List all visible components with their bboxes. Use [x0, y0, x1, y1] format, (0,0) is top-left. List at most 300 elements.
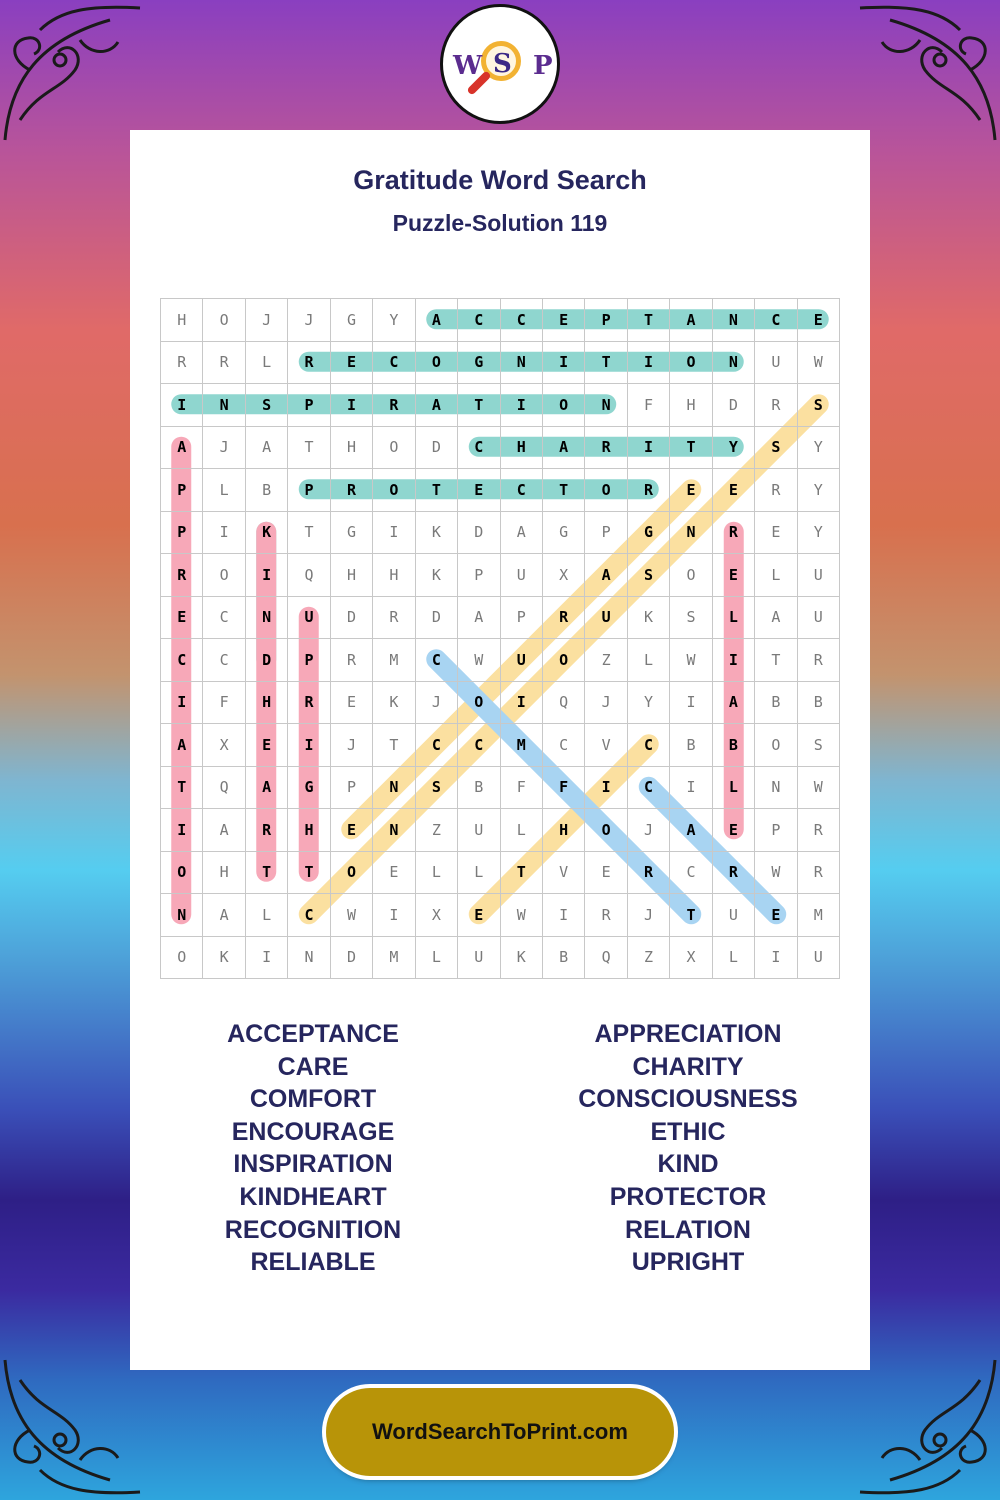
grid-cell[interactable]: H — [161, 299, 203, 342]
grid-cell[interactable]: N — [755, 766, 797, 809]
grid-cell[interactable]: I — [373, 511, 415, 554]
grid-cell[interactable]: Q — [542, 681, 584, 724]
grid-cell[interactable]: K — [415, 554, 457, 597]
grid-cell[interactable]: H — [500, 426, 542, 469]
grid-cell[interactable]: H — [330, 426, 372, 469]
grid-cell[interactable]: S — [670, 596, 712, 639]
grid-cell[interactable]: B — [542, 936, 584, 979]
grid-cell[interactable]: P — [330, 766, 372, 809]
grid-cell[interactable]: N — [585, 384, 627, 427]
word-list-item: CHARITY — [632, 1052, 744, 1081]
grid-cell[interactable]: C — [203, 639, 245, 682]
grid-cell[interactable]: I — [627, 426, 669, 469]
grid-cell[interactable]: N — [500, 341, 542, 384]
grid-cell[interactable]: L — [627, 639, 669, 682]
site-link-label: WordSearchToPrint.com — [372, 1419, 628, 1444]
grid-cell[interactable]: M — [373, 639, 415, 682]
grid-cell[interactable]: I — [585, 766, 627, 809]
grid-cell[interactable]: T — [288, 511, 330, 554]
grid-cell[interactable]: C — [755, 299, 797, 342]
grid-cell[interactable]: L — [458, 851, 500, 894]
grid-cell[interactable]: C — [373, 341, 415, 384]
grid-cell[interactable]: C — [627, 724, 669, 767]
grid-cell[interactable]: P — [585, 511, 627, 554]
grid-cell[interactable]: H — [670, 384, 712, 427]
grid-cell[interactable]: L — [245, 894, 287, 937]
grid-cell[interactable]: G — [330, 299, 372, 342]
grid-cell[interactable]: K — [203, 936, 245, 979]
grid-cell[interactable]: L — [203, 469, 245, 512]
grid-cell[interactable]: W — [458, 639, 500, 682]
word-list-item: KINDHEART — [239, 1182, 387, 1211]
grid-cell[interactable]: Z — [627, 936, 669, 979]
grid-cell[interactable]: R — [585, 426, 627, 469]
grid-cell[interactable]: T — [670, 894, 712, 937]
grid-cell[interactable]: T — [542, 469, 584, 512]
grid-cell[interactable]: N — [245, 596, 287, 639]
grid-cell[interactable]: G — [627, 511, 669, 554]
grid-cell[interactable]: P — [458, 554, 500, 597]
grid-cell[interactable]: N — [373, 766, 415, 809]
grid-cell[interactable]: Z — [415, 809, 457, 852]
word-list-item: INSPIRATION — [233, 1150, 393, 1179]
grid-cell[interactable]: W — [797, 766, 839, 809]
grid-cell[interactable]: A — [670, 299, 712, 342]
word-list-item: ACCEPTANCE — [227, 1020, 399, 1048]
grid-cell[interactable]: C — [458, 299, 500, 342]
grid-cell[interactable]: J — [415, 681, 457, 724]
grid-cell[interactable]: I — [245, 554, 287, 597]
grid-cell[interactable]: O — [585, 809, 627, 852]
grid-cell[interactable]: E — [373, 851, 415, 894]
grid-cell[interactable]: I — [542, 894, 584, 937]
word-list-item: RELATION — [625, 1215, 751, 1244]
grid-cell[interactable]: U — [585, 596, 627, 639]
grid-cell[interactable]: O — [373, 426, 415, 469]
grid-cell[interactable]: N — [161, 894, 203, 937]
grid-cell[interactable]: V — [585, 724, 627, 767]
word-list-item: ETHIC — [650, 1117, 726, 1146]
grid-cell[interactable]: L — [712, 596, 754, 639]
grid-cell[interactable]: S — [245, 384, 287, 427]
grid-cell[interactable]: R — [161, 554, 203, 597]
grid-cell[interactable]: I — [161, 809, 203, 852]
grid-row — [161, 299, 840, 342]
grid-cell[interactable]: R — [542, 596, 584, 639]
grid-cell[interactable]: F — [627, 384, 669, 427]
grid-cell[interactable]: F — [500, 766, 542, 809]
word-list-item: CONSCIOUSNESS — [578, 1085, 798, 1114]
grid-cell[interactable]: O — [415, 341, 457, 384]
grid-cell[interactable]: B — [712, 724, 754, 767]
grid-cell[interactable]: B — [245, 469, 287, 512]
grid-cell[interactable]: Y — [373, 299, 415, 342]
grid-cell[interactable]: B — [458, 766, 500, 809]
grid-cell[interactable]: R — [797, 639, 839, 682]
grid-cell[interactable]: H — [203, 851, 245, 894]
grid-cell[interactable]: U — [797, 596, 839, 639]
grid-cell[interactable]: C — [415, 639, 457, 682]
grid-cell[interactable]: I — [755, 936, 797, 979]
grid-cell[interactable]: V — [542, 851, 584, 894]
grid-row — [161, 469, 840, 512]
grid-row — [161, 936, 840, 979]
word-list-left — [163, 1018, 463, 1279]
word-list-right — [538, 1018, 838, 1279]
grid-cell[interactable]: K — [415, 511, 457, 554]
grid-cell[interactable]: I — [712, 639, 754, 682]
grid-cell[interactable]: O — [161, 851, 203, 894]
grid-cell[interactable]: O — [161, 936, 203, 979]
grid-cell[interactable]: R — [585, 894, 627, 937]
grid-cell[interactable]: D — [712, 384, 754, 427]
grid-cell[interactable]: E — [712, 554, 754, 597]
grid-cell[interactable]: C — [458, 724, 500, 767]
grid-cell[interactable]: Y — [627, 681, 669, 724]
grid-row — [161, 681, 840, 724]
grid-cell[interactable]: F — [542, 766, 584, 809]
grid-cell[interactable]: P — [288, 469, 330, 512]
grid-cell[interactable]: G — [458, 341, 500, 384]
grid-cell[interactable]: Q — [585, 936, 627, 979]
grid-row — [161, 554, 840, 597]
grid-cell[interactable]: J — [330, 724, 372, 767]
grid-cell[interactable]: I — [245, 936, 287, 979]
corner-ornament-icon — [850, 1350, 1000, 1500]
grid-cell[interactable]: L — [245, 341, 287, 384]
grid-cell[interactable]: I — [627, 341, 669, 384]
logo-letter-p: P — [533, 51, 553, 81]
grid-cell[interactable]: J — [627, 894, 669, 937]
grid-cell[interactable]: E — [712, 469, 754, 512]
grid-cell[interactable]: R — [245, 809, 287, 852]
grid-cell[interactable]: R — [203, 341, 245, 384]
grid-cell[interactable]: E — [797, 299, 839, 342]
grid-cell[interactable]: K — [373, 681, 415, 724]
grid-cell[interactable]: K — [500, 936, 542, 979]
grid-cell[interactable]: E — [755, 511, 797, 554]
grid-cell[interactable]: O — [203, 299, 245, 342]
grid-cell[interactable]: R — [627, 469, 669, 512]
grid-cell[interactable]: A — [670, 809, 712, 852]
grid-cell[interactable]: L — [712, 936, 754, 979]
grid-cell[interactable]: T — [373, 724, 415, 767]
grid-cell[interactable]: C — [542, 724, 584, 767]
word-list-item: KIND — [657, 1150, 719, 1179]
grid-cell[interactable]: U — [458, 809, 500, 852]
grid-cell[interactable]: A — [712, 681, 754, 724]
grid-cell[interactable]: A — [161, 724, 203, 767]
grid-cell[interactable]: C — [415, 724, 457, 767]
grid-cell[interactable]: Z — [585, 639, 627, 682]
grid-row — [161, 426, 840, 469]
grid-cell[interactable]: N — [373, 809, 415, 852]
grid-cell[interactable]: A — [245, 766, 287, 809]
grid-cell[interactable]: U — [797, 554, 839, 597]
grid-cell[interactable]: I — [203, 511, 245, 554]
grid-cell[interactable]: R — [373, 384, 415, 427]
grid-cell[interactable]: O — [203, 554, 245, 597]
corner-ornament-icon — [850, 0, 1000, 150]
grid-row — [161, 766, 840, 809]
grid-cell[interactable]: R — [755, 384, 797, 427]
grid-cell[interactable]: C — [161, 639, 203, 682]
grid-cell[interactable]: H — [245, 681, 287, 724]
grid-cell[interactable]: I — [373, 894, 415, 937]
grid-row — [161, 894, 840, 937]
word-list-item: ENCOURAGE — [231, 1117, 395, 1146]
grid-cell[interactable]: O — [458, 681, 500, 724]
grid-cell[interactable]: R — [797, 851, 839, 894]
grid-cell[interactable]: U — [458, 936, 500, 979]
grid-cell[interactable]: M — [373, 936, 415, 979]
grid-cell[interactable]: E — [458, 894, 500, 937]
corner-ornament-icon — [0, 1350, 150, 1500]
grid-cell[interactable]: P — [161, 511, 203, 554]
grid-cell[interactable]: I — [670, 681, 712, 724]
grid-cell[interactable]: A — [415, 384, 457, 427]
grid-cell[interactable]: P — [755, 809, 797, 852]
grid-cell[interactable]: E — [670, 469, 712, 512]
grid-cell[interactable]: S — [755, 426, 797, 469]
grid-cell[interactable]: Y — [797, 469, 839, 512]
grid-cell[interactable]: T — [245, 851, 287, 894]
word-list-item: PROTECTOR — [609, 1182, 767, 1211]
grid-cell[interactable]: A — [203, 809, 245, 852]
grid-cell[interactable]: C — [458, 426, 500, 469]
grid-cell[interactable]: H — [288, 809, 330, 852]
grid-cell[interactable]: S — [627, 554, 669, 597]
page-subtitle: Puzzle-Solution 119 — [392, 210, 608, 236]
grid-cell[interactable]: J — [288, 299, 330, 342]
grid-cell[interactable]: D — [245, 639, 287, 682]
grid-cell[interactable]: G — [330, 511, 372, 554]
grid-cell[interactable]: T — [161, 766, 203, 809]
logo-letter-w: W — [453, 51, 483, 81]
grid-cell[interactable]: E — [330, 681, 372, 724]
grid-cell[interactable]: R — [161, 341, 203, 384]
grid-cell[interactable]: O — [542, 384, 584, 427]
grid-row — [161, 724, 840, 767]
word-list-item: RELIABLE — [250, 1248, 376, 1277]
grid-row — [161, 851, 840, 894]
word-list-item: APPRECIATION — [594, 1020, 782, 1048]
grid-cell[interactable]: O — [670, 554, 712, 597]
grid-cell[interactable]: G — [288, 766, 330, 809]
grid-cell[interactable]: M — [797, 894, 839, 937]
grid-cell[interactable]: W — [330, 894, 372, 937]
grid-cell[interactable]: N — [712, 299, 754, 342]
grid-cell[interactable]: B — [670, 724, 712, 767]
grid-cell[interactable]: A — [542, 426, 584, 469]
grid-cell[interactable]: N — [670, 511, 712, 554]
grid-cell[interactable]: M — [500, 724, 542, 767]
grid-cell[interactable]: R — [288, 341, 330, 384]
grid-cell[interactable]: I — [330, 384, 372, 427]
grid-cell[interactable]: S — [415, 766, 457, 809]
grid-cell[interactable]: E — [458, 469, 500, 512]
grid-cell[interactable]: C — [203, 596, 245, 639]
grid-cell[interactable]: R — [712, 851, 754, 894]
grid-cell[interactable]: W — [797, 341, 839, 384]
grid-cell[interactable]: Y — [797, 426, 839, 469]
grid-cell[interactable]: A — [585, 554, 627, 597]
grid-cell[interactable]: T — [288, 851, 330, 894]
grid-cell[interactable]: O — [373, 469, 415, 512]
grid-row — [161, 596, 840, 639]
grid-cell[interactable]: D — [458, 511, 500, 554]
grid-cell[interactable]: R — [330, 639, 372, 682]
grid-cell[interactable]: P — [161, 469, 203, 512]
grid-cell[interactable]: P — [288, 384, 330, 427]
grid-cell[interactable]: L — [755, 554, 797, 597]
grid-cell[interactable]: X — [670, 936, 712, 979]
grid-cell[interactable]: T — [585, 341, 627, 384]
grid-cell[interactable]: U — [797, 936, 839, 979]
grid-cell[interactable]: T — [458, 384, 500, 427]
grid-cell[interactable]: W — [670, 639, 712, 682]
grid-cell[interactable]: X — [542, 554, 584, 597]
grid-cell[interactable]: I — [542, 341, 584, 384]
page-title: Gratitude Word Search — [353, 165, 647, 195]
grid-cell[interactable]: U — [288, 596, 330, 639]
grid-row — [161, 341, 840, 384]
grid-cell[interactable]: N — [203, 384, 245, 427]
grid-cell[interactable]: E — [330, 809, 372, 852]
grid-cell[interactable]: K — [627, 596, 669, 639]
grid-cell[interactable]: U — [712, 894, 754, 937]
grid-cell[interactable]: S — [797, 724, 839, 767]
grid-cell[interactable]: I — [670, 766, 712, 809]
grid-cell[interactable]: R — [373, 596, 415, 639]
grid-cell[interactable]: A — [500, 511, 542, 554]
grid-cell[interactable]: I — [500, 384, 542, 427]
word-list-item: RECOGNITION — [224, 1215, 402, 1244]
grid-cell[interactable]: U — [500, 554, 542, 597]
grid-cell[interactable]: H — [542, 809, 584, 852]
grid-cell[interactable]: P — [500, 596, 542, 639]
grid-cell[interactable]: O — [755, 724, 797, 767]
grid-cell[interactable]: D — [415, 426, 457, 469]
grid-cell[interactable]: J — [245, 299, 287, 342]
grid-cell[interactable]: R — [797, 809, 839, 852]
grid-cell[interactable]: N — [288, 936, 330, 979]
grid-cell[interactable]: O — [670, 341, 712, 384]
grid-cell[interactable]: B — [755, 681, 797, 724]
grid-cell[interactable]: B — [797, 681, 839, 724]
grid-cell[interactable]: T — [755, 639, 797, 682]
grid-cell[interactable]: T — [627, 299, 669, 342]
grid-cell[interactable]: F — [203, 681, 245, 724]
grid-cell[interactable]: X — [203, 724, 245, 767]
grid-cell[interactable]: D — [415, 596, 457, 639]
grid-cell[interactable]: T — [288, 426, 330, 469]
grid-cell[interactable]: Q — [288, 554, 330, 597]
grid-cell[interactable]: R — [627, 851, 669, 894]
grid-cell[interactable]: A — [161, 426, 203, 469]
grid-row — [161, 639, 840, 682]
grid-cell[interactable]: H — [330, 554, 372, 597]
grid-cell[interactable]: D — [330, 936, 372, 979]
grid-cell[interactable]: Q — [203, 766, 245, 809]
grid-cell[interactable]: R — [712, 511, 754, 554]
grid-cell[interactable]: I — [161, 384, 203, 427]
grid-cell[interactable]: R — [755, 469, 797, 512]
grid-cell[interactable]: W — [500, 894, 542, 937]
grid-cell[interactable]: C — [288, 894, 330, 937]
grid-cell[interactable]: I — [161, 681, 203, 724]
grid-cell[interactable]: A — [415, 299, 457, 342]
grid-cell[interactable]: L — [415, 936, 457, 979]
grid-cell[interactable]: J — [585, 681, 627, 724]
grid-cell[interactable]: A — [245, 426, 287, 469]
grid-cell[interactable]: T — [500, 851, 542, 894]
grid-cell[interactable]: E — [585, 851, 627, 894]
grid-cell[interactable]: W — [755, 851, 797, 894]
site-logo[interactable] — [440, 4, 560, 124]
grid-cell[interactable]: P — [288, 639, 330, 682]
grid-cell[interactable]: E — [712, 809, 754, 852]
grid-cell[interactable]: Y — [712, 426, 754, 469]
grid-cell[interactable]: E — [755, 894, 797, 937]
site-link-button[interactable] — [326, 1388, 674, 1476]
grid-cell[interactable]: T — [670, 426, 712, 469]
grid-cell[interactable]: S — [797, 384, 839, 427]
grid-cell[interactable]: O — [585, 469, 627, 512]
grid-row — [161, 384, 840, 427]
grid-cell[interactable]: P — [585, 299, 627, 342]
grid-cell[interactable]: X — [415, 894, 457, 937]
grid-cell[interactable]: A — [755, 596, 797, 639]
grid-cell[interactable]: N — [712, 341, 754, 384]
grid-cell[interactable]: C — [627, 766, 669, 809]
grid-cell[interactable]: C — [500, 299, 542, 342]
grid-cell[interactable]: I — [500, 681, 542, 724]
grid-cell[interactable]: J — [203, 426, 245, 469]
grid-cell[interactable]: K — [245, 511, 287, 554]
grid-cell[interactable]: I — [288, 724, 330, 767]
grid-cell[interactable]: A — [203, 894, 245, 937]
grid-cell[interactable]: U — [755, 341, 797, 384]
grid-cell[interactable]: L — [712, 766, 754, 809]
grid-cell[interactable]: J — [627, 809, 669, 852]
grid-cell[interactable]: R — [288, 681, 330, 724]
grid-cell[interactable]: A — [458, 596, 500, 639]
grid-cell[interactable]: G — [542, 511, 584, 554]
grid-cell[interactable]: H — [373, 554, 415, 597]
grid-cell[interactable]: C — [670, 851, 712, 894]
grid-cell[interactable]: O — [330, 851, 372, 894]
grid-cell[interactable]: U — [500, 639, 542, 682]
grid-cell[interactable]: C — [500, 469, 542, 512]
grid-cell[interactable]: D — [330, 596, 372, 639]
grid-row — [161, 511, 840, 554]
grid-cell[interactable]: E — [542, 299, 584, 342]
letter-grid — [160, 298, 840, 979]
grid-cell[interactable]: O — [542, 639, 584, 682]
grid-cell[interactable]: L — [500, 809, 542, 852]
grid-cell[interactable]: E — [161, 596, 203, 639]
grid-cell[interactable]: L — [415, 851, 457, 894]
grid-cell[interactable]: E — [330, 341, 372, 384]
grid-cell[interactable]: Y — [797, 511, 839, 554]
grid-cell[interactable]: T — [415, 469, 457, 512]
grid-cell[interactable]: R — [330, 469, 372, 512]
word-search-grid — [160, 298, 840, 978]
logo-letter-s: S — [493, 49, 512, 79]
grid-cell[interactable]: E — [245, 724, 287, 767]
word-list-item: CARE — [277, 1052, 349, 1081]
